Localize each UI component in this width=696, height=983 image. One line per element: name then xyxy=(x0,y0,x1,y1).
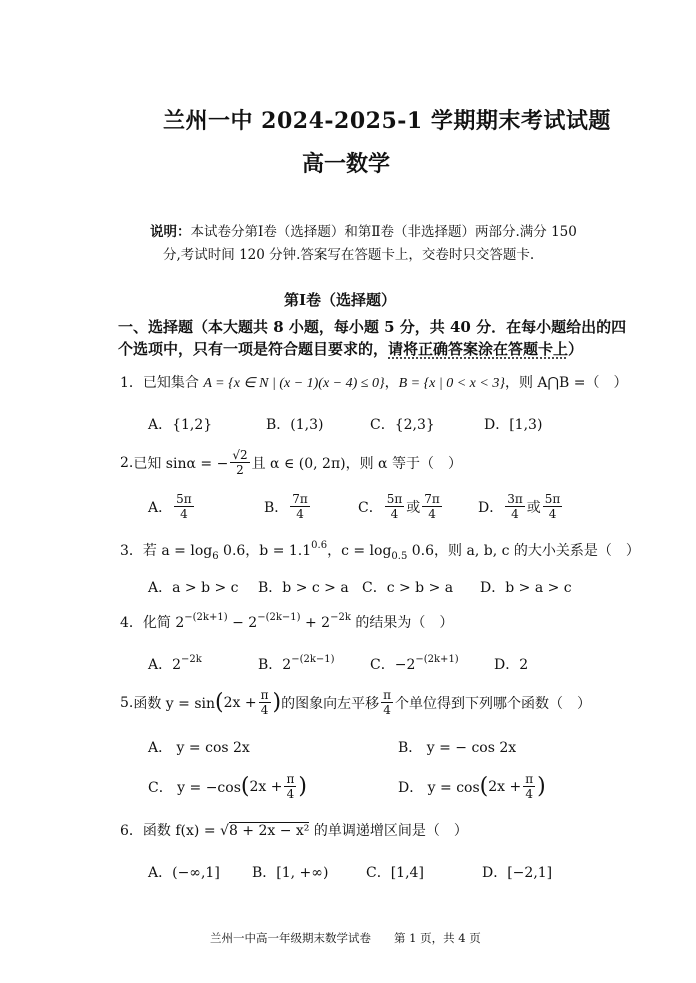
q4-a-label: A． xyxy=(148,657,173,673)
q5-c-right-paren: ) xyxy=(298,774,307,799)
section1-line-2 xyxy=(118,338,583,359)
q2-c-den-1: 4 xyxy=(390,507,399,521)
q5-c-den: 4 xyxy=(286,787,295,801)
q1-option-a: A．{1,2} xyxy=(148,417,213,433)
q2-c-label: C． xyxy=(358,499,383,516)
q4-text-c: + 2 xyxy=(300,615,331,631)
q5-text-a: 函数 y = sin xyxy=(133,695,216,712)
q3-sup: 0.6 xyxy=(311,540,328,551)
q4-c-label: C． xyxy=(370,657,395,673)
q2-option-a xyxy=(148,492,196,521)
q6-text-a: 函数 f(x) = xyxy=(142,823,221,839)
q6-sqrt-sign: √ xyxy=(220,823,229,839)
q3-option-d: D．b > a > c xyxy=(480,580,572,596)
q1-sep: ， xyxy=(384,375,399,391)
q2-frac-num: √2 xyxy=(232,448,248,462)
q1-set-a: A = {x ∈ N | (x − 1)(x − 4) ≤ 0} xyxy=(203,376,385,391)
q5-d-right-paren: ) xyxy=(537,774,546,799)
q3-text-b: 0.6，b = 1.1 xyxy=(218,543,312,559)
question-5 xyxy=(120,688,591,717)
q5-text-c: 个单位得到下列哪个函数（ ） xyxy=(394,695,591,712)
q5-d-inner: 2x + xyxy=(488,778,522,795)
q2-c-den-2: 4 xyxy=(428,507,436,521)
q2-d-or: 或 xyxy=(526,499,541,516)
q3-number: 3． xyxy=(120,543,143,559)
q4-b-sup: −(2k−1) xyxy=(291,654,335,665)
q5-c-frac xyxy=(284,772,296,801)
q5-d-num: π xyxy=(525,772,534,786)
q6-radicand: 8 + 2x − x² xyxy=(228,823,310,839)
q4-a-sup: −2k xyxy=(181,654,202,665)
q6-text-b: 的单调递增区间是（ ） xyxy=(309,823,468,839)
q5-number: 5. xyxy=(120,694,134,711)
q3-option-a: A．a > b > c xyxy=(148,580,239,596)
q2-d-label: D． xyxy=(478,499,504,516)
q2-text-a: 已知 sinα = − xyxy=(133,455,229,472)
q2-a-label: A． xyxy=(148,499,173,516)
q4-b-label: B． xyxy=(258,657,283,673)
q2-b-den: 4 xyxy=(296,507,304,521)
q4-text-d: 的结果为（ ） xyxy=(350,615,454,631)
q5-d-left-paren: ( xyxy=(479,774,489,799)
q1-option-d: D．[1,3) xyxy=(484,417,543,433)
q2-a-num: 5π xyxy=(176,492,192,506)
q3-option-c: C．c > b > a xyxy=(362,580,454,596)
q2-a-den: 4 xyxy=(180,507,188,521)
q2-a-frac xyxy=(174,492,194,521)
section1-line-1: 一、选择题（本大题共 8 小题，每小题 5 分，共 40 分．在每小题给出的四 xyxy=(118,318,627,336)
q2-number: 2. xyxy=(120,454,134,471)
q4-c-base: −2 xyxy=(394,657,416,673)
q2-b-label: B． xyxy=(264,499,289,516)
q5-d-frac xyxy=(523,772,535,801)
q3-option-b: B．b > c > a xyxy=(258,580,349,596)
q2-d-frac-1 xyxy=(505,492,525,521)
q5-c-inner: 2x + xyxy=(249,778,283,795)
instructions-line-2: 分,考试时间 120 分钟.答案写在答题卡上，交卷时只交答题卡. xyxy=(163,247,535,263)
section1-emphasis: 请将正确答案涂在答题卡上 xyxy=(388,340,569,358)
q2-c-num-2: 7π xyxy=(424,492,440,506)
part1-heading: 第Ⅰ卷（选择题） xyxy=(284,291,397,309)
q5-c-num: π xyxy=(286,772,295,786)
q6-option-b: B．[1, +∞) xyxy=(252,865,329,881)
q5-frac-1 xyxy=(259,688,271,717)
q2-option-c xyxy=(358,492,444,521)
q5-frac-2 xyxy=(381,688,393,717)
q4-text-b: − 2 xyxy=(227,615,258,631)
q1-option-c: C．{2,3} xyxy=(370,417,435,433)
section1-line-2a: 个选项中，只有一项是符合题目要求的， xyxy=(118,340,389,358)
q1-option-b: B．(1,3) xyxy=(266,417,324,433)
q3-sub-1: 6 xyxy=(212,551,219,562)
q4-option-d: D．2 xyxy=(494,657,529,673)
q4-a-base: 2 xyxy=(172,657,182,673)
q4-sup-1: −(2k+1) xyxy=(184,612,228,623)
page-footer: 兰州一中高一年级期末数学试卷 第 1 页，共 4 页 xyxy=(210,931,481,945)
question-4 xyxy=(120,612,453,632)
q6-option-c: C．[1,4] xyxy=(366,865,424,881)
q2-d-num-1: 3π xyxy=(507,492,523,506)
q2-b-frac xyxy=(290,492,310,521)
q5-left-paren: ( xyxy=(215,690,224,715)
question-1 xyxy=(120,372,627,392)
q3-text-d: 0.6，则 a, b, c 的大小关系是（ ） xyxy=(407,543,640,559)
q6-number: 6． xyxy=(120,823,143,839)
instructions-line-1: 本试卷分第Ⅰ卷（选择题）和第Ⅱ卷（非选择题）两部分.满分 150 xyxy=(190,224,577,240)
q4-b-base: 2 xyxy=(282,657,292,673)
section1-line-2c: ） xyxy=(568,340,584,358)
q4-sup-2: −(2k−1) xyxy=(257,612,301,623)
q5-option-b: B． y = − cos 2x xyxy=(398,740,517,756)
q2-d-den-2: 4 xyxy=(548,507,557,521)
question-2 xyxy=(120,448,462,477)
exam-instructions xyxy=(150,221,577,244)
q5-option-d xyxy=(398,772,546,801)
q2-text-b: 且 α ∈ (0, 2π)，则 α 等于（ ） xyxy=(251,455,462,472)
q5-right-paren: ) xyxy=(272,690,282,715)
question-6 xyxy=(120,820,468,840)
q5-frac-2-den: 4 xyxy=(383,703,391,717)
q5-c-label: C． y = −cos xyxy=(148,779,241,796)
q1-text-b: ，则 A⋂B =（ ） xyxy=(504,375,628,391)
q2-option-d xyxy=(478,492,564,521)
q3-sub-2: 0.5 xyxy=(391,551,408,562)
q4-sup-3: −2k xyxy=(330,612,351,623)
q5-inner: 2x + xyxy=(223,694,257,711)
exam-subtitle: 高一数学 xyxy=(302,151,391,177)
q4-text-a: 化简 2 xyxy=(142,615,185,631)
q1-number: 1． xyxy=(120,375,143,391)
q3-text-a: 若 a = log xyxy=(142,543,213,559)
question-3 xyxy=(120,540,640,562)
q2-frac-den: 2 xyxy=(236,463,244,477)
q6-option-a: A．(−∞,1] xyxy=(148,865,220,881)
q5-d-label: D． y = cos xyxy=(398,779,480,796)
q5-frac-1-den: 4 xyxy=(260,703,269,717)
q5-d-den: 4 xyxy=(525,787,534,801)
q1-set-b: B = {x | 0 < x < 3} xyxy=(398,376,505,391)
instructions-label: 说明： xyxy=(150,224,191,240)
q2-fraction xyxy=(230,448,249,477)
q6-option-d: D．[−2,1] xyxy=(482,865,553,881)
q4-option-a xyxy=(148,654,202,674)
q2-c-frac-2 xyxy=(422,492,442,521)
q4-option-b xyxy=(258,654,335,674)
q2-c-or: 或 xyxy=(406,499,421,516)
q5-c-left-paren: ( xyxy=(240,774,250,799)
q2-d-frac-2 xyxy=(543,492,563,521)
q5-text-b: 的图象向左平移 xyxy=(281,695,380,712)
q2-b-num: 7π xyxy=(292,492,308,506)
q4-c-sup: −(2k+1) xyxy=(415,654,459,665)
q5-option-c xyxy=(148,772,307,801)
q2-option-b xyxy=(264,492,312,521)
q2-c-frac-1 xyxy=(385,492,405,521)
q4-number: 4． xyxy=(120,615,143,631)
q5-frac-2-num: π xyxy=(383,688,391,702)
q5-frac-1-num: π xyxy=(260,688,269,702)
exam-title: 兰州一中 2024-2025-1 学期期末考试试题 xyxy=(163,108,611,134)
q1-text-a: 已知集合 xyxy=(142,375,199,391)
q3-text-c: ，c = log xyxy=(327,543,392,559)
q5-option-a: A． y = cos 2x xyxy=(148,740,250,756)
q2-c-num-1: 5π xyxy=(386,492,403,506)
q2-d-den-1: 4 xyxy=(511,507,519,521)
q2-d-num-2: 5π xyxy=(544,492,561,506)
q4-option-c xyxy=(370,654,459,674)
